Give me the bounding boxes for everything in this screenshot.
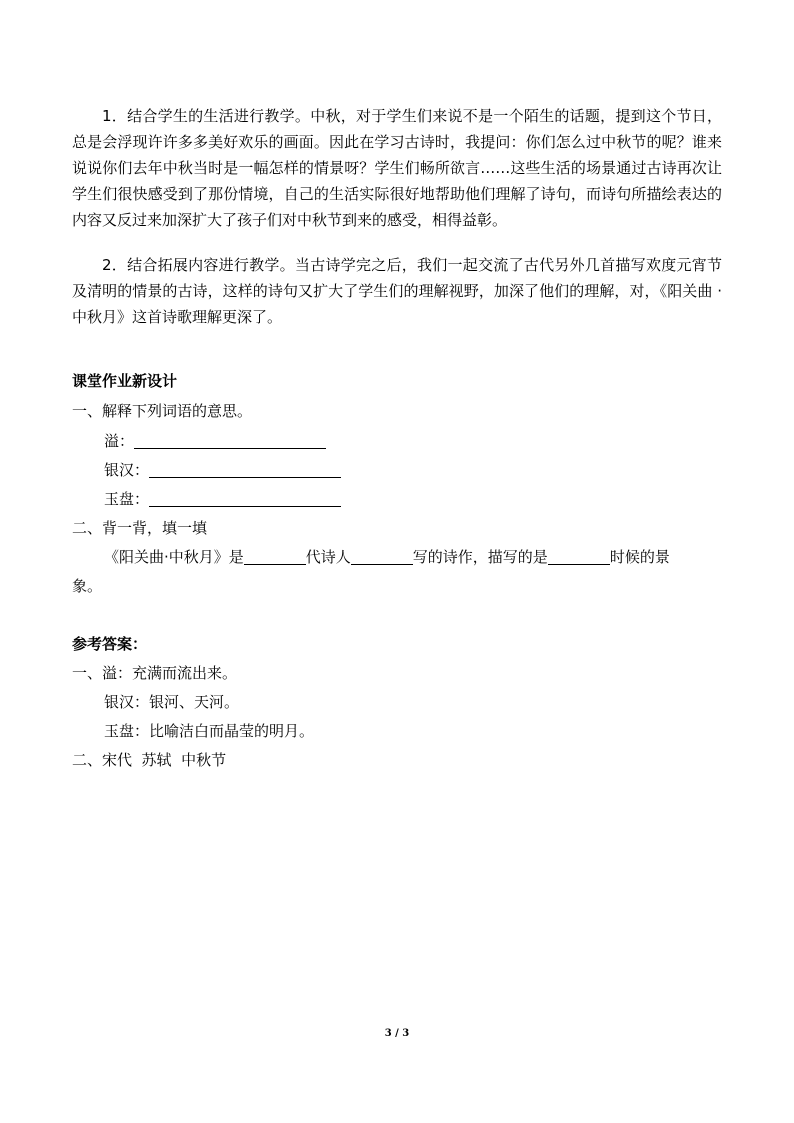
q2-part-3: 写的诗作，描写的是 bbox=[412, 548, 548, 566]
reflection-paragraph-1: 1．结合学生的生活进行教学。中秋，对于学生们来说不是一个陌生的话题，提到这个节日，总是会浮现许许多多美好欢乐的画面。因此在学习古诗时，我提问：你们怎么过中秋节的呢？谁来说说你们去年中秋当时是一幅怎样的情景呀？学生们畅所欲言……这些生活的场景通过古诗再次让学生们很快感受到了那份情境，自己的生活实际很好地帮助他们理解了诗句，而诗句所描绘表达的内容又反过来加深扩大了孩子们对中秋节到来的感受，相得益彰。 bbox=[72, 107, 722, 229]
q1-item-1-blank[interactable] bbox=[134, 432, 326, 449]
answer-2: 二、宋代 苏轼 中秋节 bbox=[72, 751, 227, 769]
q2-blank-poet[interactable] bbox=[351, 548, 413, 565]
q2-fill-line-end: 象。 bbox=[72, 577, 103, 595]
q2-part-4: 时候的景 bbox=[609, 548, 670, 566]
q1-item-1 bbox=[104, 430, 326, 451]
q1-item-1-label: 溢： bbox=[104, 432, 135, 450]
answers-heading: 参考答案： bbox=[72, 635, 148, 653]
q1-item-3-label: 玉盘： bbox=[104, 490, 150, 508]
q1-item-2-label: 银汉： bbox=[104, 461, 150, 479]
answer-1-line-2: 银汉：银河、天河。 bbox=[104, 693, 240, 711]
q1-item-2 bbox=[104, 459, 341, 480]
q2-part-2: 代诗人 bbox=[305, 548, 351, 566]
page-number: 3 / 3 bbox=[384, 1028, 410, 1039]
q1-item-3-blank[interactable] bbox=[149, 490, 341, 507]
answer-1-line-3: 玉盘：比喻洁白而晶莹的明月。 bbox=[104, 722, 315, 740]
q2-fill-line bbox=[104, 546, 670, 567]
homework-heading: 课堂作业新设计 bbox=[72, 372, 178, 390]
question-1-title: 一、解释下列词语的意思。 bbox=[72, 402, 253, 420]
q2-blank-dynasty[interactable] bbox=[244, 548, 306, 565]
q1-item-2-blank[interactable] bbox=[149, 461, 341, 478]
q2-blank-time[interactable] bbox=[548, 548, 610, 565]
q2-part-1: 《阳关曲·中秋月》是 bbox=[104, 548, 244, 566]
q1-item-3 bbox=[104, 488, 341, 509]
question-2-title: 二、背一背，填一填 bbox=[72, 519, 208, 537]
reflection-paragraph-2: 2．结合拓展内容进行教学。当古诗学完之后，我们一起交流了古代另外几首描写欢度元宵节及清明的情景的古诗，这样的诗句又扩大了学生们的理解视野，加深了他们的理解，对，《阳关曲 · 中秋月》这首诗歌理解更深了。 bbox=[72, 256, 722, 326]
answer-1-line-1: 一、溢：充满而流出来。 bbox=[72, 664, 238, 682]
